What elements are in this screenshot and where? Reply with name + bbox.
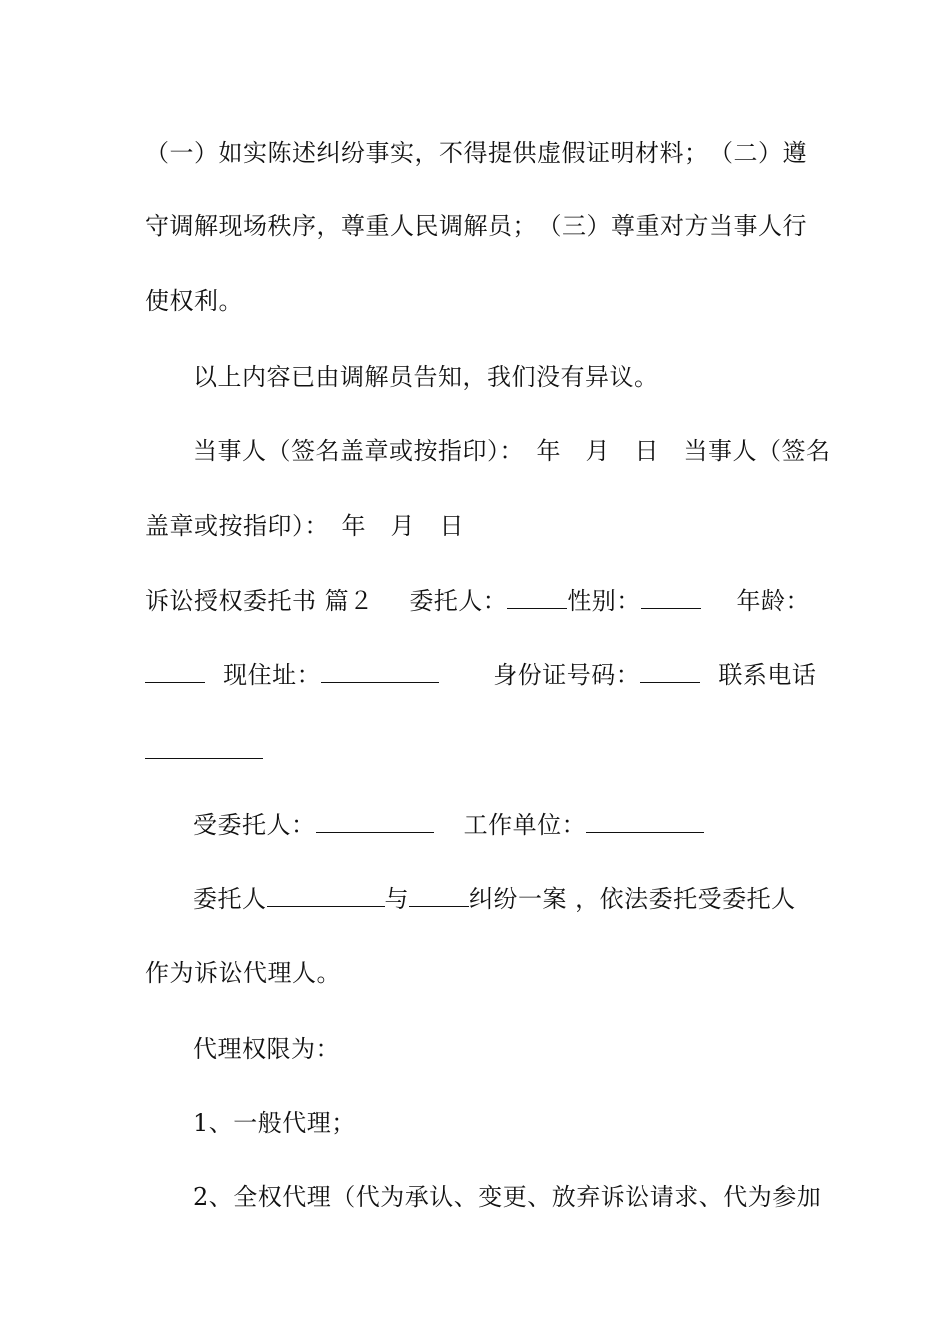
authority-item: 1、一般代理； [193,1109,356,1137]
address-blank [321,660,439,683]
principal-field [409,586,701,616]
gender-blank [641,586,701,609]
case-party-blank [409,884,469,907]
age-blank [145,660,205,683]
paragraph-line: （一）如实陈述纠纷事实，不得提供虚假证明材料； （二）遵 [145,139,807,167]
proxy-title-line [145,586,810,616]
id-number-blank [640,660,700,683]
paragraph-line: 使权利。 [145,287,243,315]
agent-line [193,810,810,840]
paragraph-line: 以上内容已由调解员告知，我们没有异议。 [193,363,659,391]
agent-label: 受委托人： [193,811,316,839]
employer-label: 工作单位： [463,811,587,839]
principal-label: 委托人： [409,587,508,615]
case-with-label: 与 [384,885,409,913]
case-text: 纠纷一案 ，依法委托受委托人 [469,885,796,913]
age-label: 年龄： [736,587,810,615]
phone-blank [145,736,263,759]
signature-line: 当事人（签名盖章或按指印）： 年 月 日 当事人（签名 [193,437,831,465]
principal-info-line [145,660,817,690]
case-line [193,884,810,914]
authority-heading: 代理权限为： [193,1035,340,1063]
employer-blank [586,810,704,833]
case-principal-label: 委托人 [193,885,267,913]
case-principal-blank [267,884,385,907]
authority-item: 2、全权代理（代为承认、变更、放弃诉讼请求、代为参加 [193,1183,822,1211]
principal-blank [507,586,567,609]
paragraph-line: 作为诉讼代理人。 [145,959,341,987]
phone-blank-line [145,736,810,766]
address-label: 现住址： [223,661,322,689]
agent-blank [316,810,434,833]
id-number-label: 身份证号码： [493,661,641,689]
section-title: 诉讼授权委托书 篇２ [145,587,374,615]
signature-line: 盖章或按指印）： 年 月 日 [145,512,464,540]
phone-label: 联系电话 [718,661,817,689]
gender-label: 性别： [567,587,641,615]
paragraph-line: 守调解现场秩序，尊重人民调解员； （三）尊重对方当事人行 [145,212,807,240]
